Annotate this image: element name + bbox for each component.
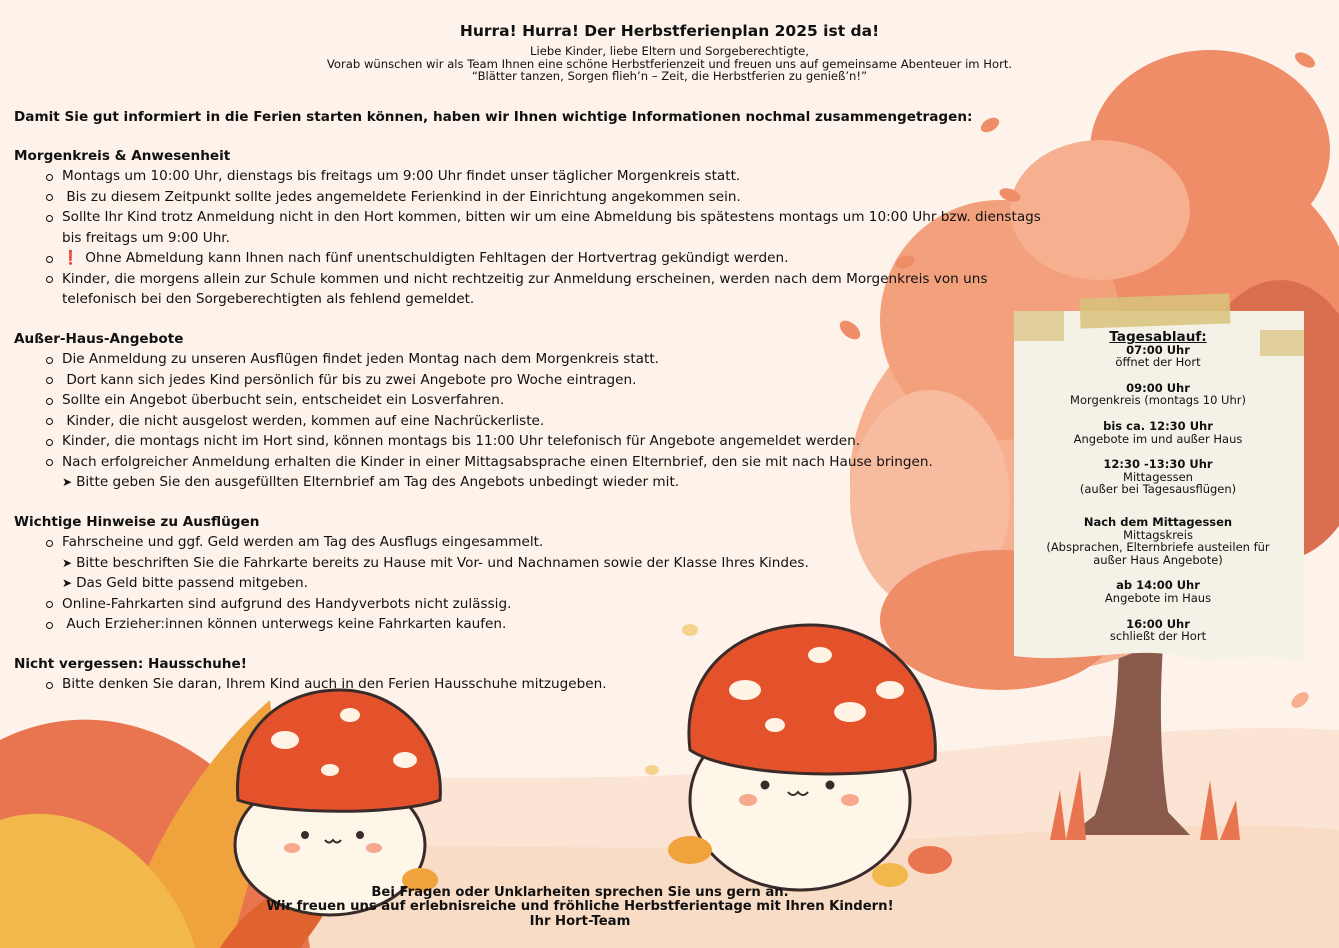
schedule-title: Tagesablauf: [1109, 329, 1207, 345]
section-list [14, 349, 1124, 493]
exclamation-icon: ❗ [62, 250, 79, 266]
bullet-icon [46, 622, 53, 629]
section-list [14, 166, 1124, 310]
list-item: Sollte ein Angebot überbucht sein, entscheidet ein Losverfahren. [62, 390, 1124, 411]
bullet-icon [46, 682, 53, 689]
list-item: Fahrscheine und ggf. Geld werden am Tag des Ausflugs eingesammelt. ➤ Bitte beschriften Sie die Fahrkarte bereits zu Hause mit Vor- und Nachnamen sowie der Klasse Ihres Kindes. ➤ Das Geld bitte passend mitgeben. [62, 532, 1124, 594]
list-item: Nach erfolgreicher Anmeldung erhalten die Kinder in einer Mittagsabsprache einen Elternbrief, den sie mit nach Hause bringen. ➤ Bitte geben Sie den ausgefüllten Elternbrief am Tag des Angebots unbedingt wieder mit. [62, 452, 1124, 493]
section-hausschuhe [14, 654, 1124, 695]
bullet-icon [46, 174, 53, 181]
sub-item: ➤ Bitte geben Sie den ausgefüllten Elternbrief am Tag des Angebots unbedingt wieder mit. [62, 472, 1124, 493]
list-item: Die Anmeldung zu unseren Ausflügen findet jeden Montag nach dem Morgenkreis statt. [62, 349, 1124, 370]
section-heading: Morgenkreis & Anwesenheit [14, 148, 231, 164]
bullet-icon [46, 357, 53, 364]
schedule-entry: Nach dem Mittagessen Mittagskreis (Absprachen, Elternbriefe austeilen für außer Haus Angebote) [1046, 514, 1270, 567]
bullet-icon [46, 377, 53, 384]
list-item: Dort kann sich jedes Kind persönlich für bis zu zwei Angebote pro Woche eintragen. [62, 370, 1124, 391]
section-morgenkreis [14, 146, 1124, 310]
section-ausfluege [14, 512, 1124, 635]
bullet-icon [46, 398, 53, 405]
section-heading: Außer-Haus-Angebote [14, 331, 184, 347]
schedule-entry: 09:00 Uhr Morgenkreis (montags 10 Uhr) [1070, 380, 1246, 408]
bullet-icon [46, 194, 53, 201]
section-ausser-haus [14, 329, 1124, 493]
bullet-icon [46, 256, 53, 263]
page-title: Hurra! Hurra! Der Herbstferienplan 2025 ist da! [459, 22, 880, 40]
schedule-entry: bis ca. 12:30 Uhr Angebote im und außer Haus [1073, 418, 1243, 446]
list-item: ❗ Ohne Abmeldung kann Ihnen nach fünf unentschuldigten Fehltagen der Hortvertrag gekündigt werden. [62, 248, 1124, 269]
bullet-icon [46, 540, 53, 547]
schedule-entry: 16:00 Uhr schließt der Hort [1109, 616, 1207, 644]
list-item: Online-Fahrkarten sind aufgrund des Handyverbots nicht zulässig. [62, 594, 1124, 615]
list-item: Bitte denken Sie daran, Ihrem Kind auch in den Ferien Hausschuhe mitzugeben. [62, 674, 1124, 695]
schedule-entry: 12:30 -13:30 Uhr Mittagessen (außer bei Tagesausflügen) [1079, 457, 1237, 497]
header [0, 22, 1339, 83]
section-heading: Nicht vergessen: Hausschuhe! [14, 656, 247, 672]
list-item: Kinder, die morgens allein zur Schule kommen und nicht rechtzeitig zur Anmeldung erscheinen, werden nach dem Morgenkreis von uns telefonisch bei den Sorgeberechtigten als fehlend gemeldet. [62, 269, 1124, 310]
footer-questions: Bei Fragen oder Unklarheiten sprechen Sie uns gern an. [371, 885, 789, 900]
bullet-icon [46, 215, 53, 222]
list-item: Kinder, die montags nicht im Hort sind, können montags bis 11:00 Uhr telefonisch für Angebote angemeldet werden. [62, 431, 1124, 452]
schedule-entry: 07:00 Uhr öffnet der Hort [1115, 342, 1201, 370]
intro-text [0, 45, 1339, 83]
schedule-entry: ab 14:00 Uhr Angebote im Haus [1104, 578, 1212, 605]
footer-wishes: Wir freuen uns auf erlebnisreiche und fröhliche Herbstferientage mit Ihren Kindern! [266, 899, 894, 915]
list-item: Kinder, die nicht ausgelost werden, kommen auf eine Nachrückerliste. [62, 411, 1124, 432]
intro-line-quote: “Blätter tanzen, Sorgen flieh’n – Zeit, die Herbstferien zu genieß’n!” [471, 69, 868, 84]
section-list [14, 532, 1124, 635]
bullet-icon [46, 276, 53, 283]
intro-line-greeting: Liebe Kinder, liebe Eltern und Sorgeberechtigte, [530, 44, 809, 58]
footer-signature: Ihr Hort-Team [529, 913, 631, 929]
list-item: Montags um 10:00 Uhr, dienstags bis freitags um 9:00 Uhr findet unser täglicher Morgenkreis statt. [62, 166, 1124, 187]
lead-text: Damit Sie gut informiert in die Ferien starten können, haben wir Ihnen wichtige Informationen nochmal zusammengetragen: [14, 109, 973, 125]
bullet-icon [46, 459, 53, 466]
schedule-card [1012, 309, 1304, 661]
list-item: Bis zu diesem Zeitpunkt sollte jedes angemeldete Ferienkind in der Einrichtung angekommen sein. [62, 187, 1124, 208]
bullet-icon [46, 439, 53, 446]
sub-item: ➤ Bitte beschriften Sie die Fahrkarte bereits zu Hause mit Vor- und Nachnamen sowie der Klasse Ihres Kindes. [62, 553, 1124, 574]
section-list [14, 674, 1124, 695]
list-item: Auch Erzieher:innen können unterwegs keine Fahrkarten kaufen. [62, 614, 1124, 635]
list-item: Sollte Ihr Kind trotz Anmeldung nicht in den Hort kommen, bitten wir um eine Abmeldung bis spätestens montags um 10:00 Uhr bzw. dienstags bis freitags um 9:00 Uhr. [62, 207, 1124, 248]
footer [0, 886, 1160, 929]
sub-item: ➤ Das Geld bitte passend mitgeben. [62, 573, 1124, 594]
intro-line-wishes: Vorab wünschen wir als Team Ihnen eine schöne Herbstferienzeit und freuen uns auf gemeinsame Abenteuer im Hort. [326, 56, 1013, 71]
section-heading: Wichtige Hinweise zu Ausflügen [14, 514, 260, 530]
bullet-icon [46, 418, 53, 425]
bullet-icon [46, 601, 53, 608]
